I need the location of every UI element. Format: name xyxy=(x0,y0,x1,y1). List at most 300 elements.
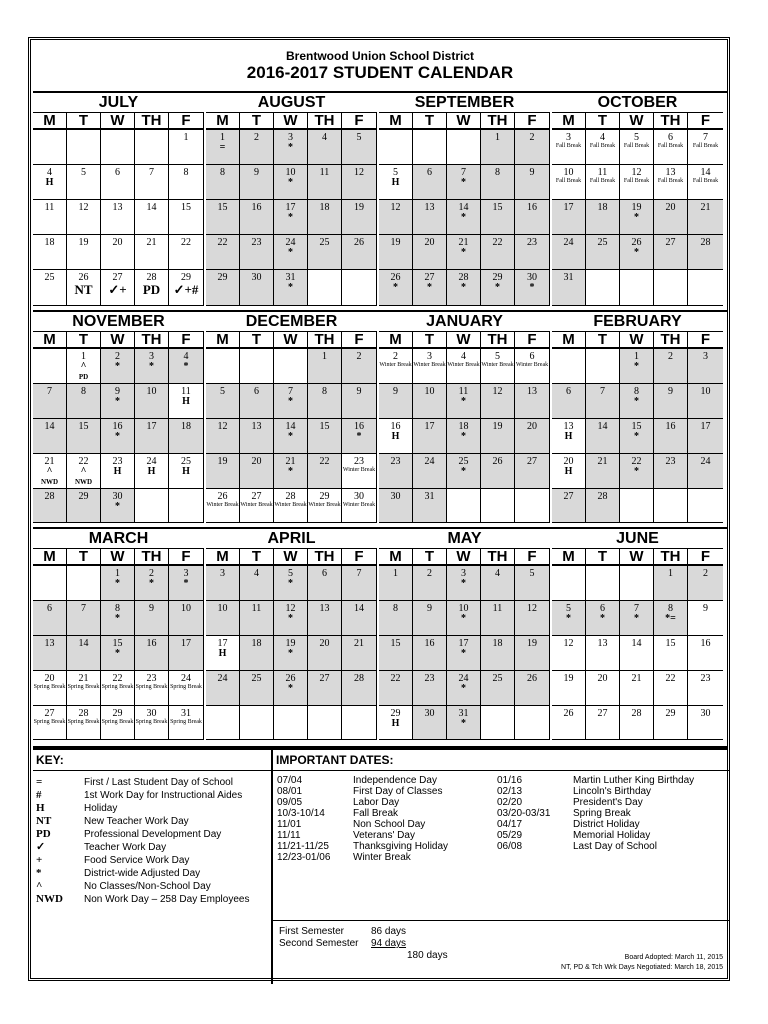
day-cell xyxy=(447,454,481,489)
day-number: 8 xyxy=(183,167,189,178)
day-number: 13 xyxy=(112,202,123,213)
day-header: W xyxy=(101,548,135,566)
day-number: 25 xyxy=(492,673,503,684)
key-symbol: * xyxy=(36,867,42,879)
day-cell xyxy=(169,165,204,200)
day-cell xyxy=(67,270,101,306)
day-cell xyxy=(586,200,620,235)
day-cell xyxy=(620,200,654,235)
day-number: 3 xyxy=(461,568,466,579)
day-marker: * xyxy=(634,247,639,258)
day-cell xyxy=(620,165,654,200)
day-cell xyxy=(586,671,620,706)
day-marker: H xyxy=(182,396,190,407)
day-number: 3 xyxy=(703,351,708,362)
key-text: No Classes/Non-School Day xyxy=(84,881,211,892)
day-number: 4 xyxy=(183,351,189,362)
day-cell xyxy=(481,235,515,270)
day-cell xyxy=(688,419,723,454)
day-cell xyxy=(379,349,413,384)
day-number: 1 xyxy=(220,132,225,143)
day-marker-note: PD xyxy=(78,373,89,381)
day-marker: * xyxy=(288,282,293,293)
day-cell xyxy=(240,489,274,523)
day-marker-note: NWD xyxy=(40,478,59,486)
day-number: 3 xyxy=(566,132,571,143)
day-cell xyxy=(342,200,377,235)
day-number: 26 xyxy=(390,272,401,283)
day-number: 24 xyxy=(217,673,228,684)
day-number: 20 xyxy=(44,673,55,684)
day-number: 22 xyxy=(492,237,503,248)
day-cell xyxy=(135,200,169,235)
day-note: Winter Break xyxy=(515,362,549,368)
day-cell xyxy=(308,270,342,306)
day-note: Spring Break xyxy=(67,719,100,725)
key-symbol: + xyxy=(36,854,43,866)
day-cell xyxy=(308,419,342,454)
day-cell xyxy=(308,200,342,235)
key-item xyxy=(36,776,233,789)
day-cell xyxy=(240,349,274,384)
day-cell xyxy=(308,489,342,523)
day-code: ✓+# xyxy=(173,282,199,297)
day-cell xyxy=(654,566,688,601)
day-number: 3 xyxy=(220,568,225,579)
day-marker: * xyxy=(461,396,466,407)
day-number: 16 xyxy=(251,202,262,213)
day-number: 12 xyxy=(354,167,364,178)
day-number: 10 xyxy=(217,603,228,614)
day-number: 11 xyxy=(597,167,608,178)
day-number: 22 xyxy=(319,456,330,467)
key-text: District-wide Adjusted Day xyxy=(84,868,201,879)
day-number: 27 xyxy=(424,272,435,283)
day-cell xyxy=(33,454,67,489)
day-cell xyxy=(413,454,447,489)
day-number: 6 xyxy=(668,132,673,143)
day-number: 29 xyxy=(665,708,676,719)
day-header: F xyxy=(688,548,723,566)
day-marker: H xyxy=(182,466,190,477)
day-cell xyxy=(206,489,240,523)
day-cell xyxy=(379,566,413,601)
day-note: Winter Break xyxy=(342,502,376,508)
day-marker: H xyxy=(113,466,122,477)
day-note: Winter Break xyxy=(342,467,376,473)
day-cell xyxy=(515,349,550,384)
day-cell xyxy=(413,270,447,306)
date-value: 11/11 xyxy=(277,830,301,841)
day-number: 4 xyxy=(254,568,259,579)
day-cell xyxy=(481,706,515,740)
day-marker: * xyxy=(183,578,189,589)
day-cell xyxy=(447,706,481,740)
day-number: 13 xyxy=(424,202,435,213)
day-number: 21 xyxy=(354,638,364,649)
day-cell xyxy=(342,706,377,740)
day-cell xyxy=(620,454,654,489)
day-marker: * xyxy=(288,683,293,694)
day-number: 7 xyxy=(356,568,362,579)
district-name: Brentwood Union School District xyxy=(286,49,474,63)
date-value: 10/3-10/14 xyxy=(277,808,325,819)
day-cell xyxy=(308,235,342,270)
day-cell xyxy=(206,454,240,489)
day-cell xyxy=(67,706,101,740)
day-header: M xyxy=(206,112,240,130)
day-number: 22 xyxy=(78,456,89,467)
day-marker: * xyxy=(634,212,639,223)
day-number: 29 xyxy=(112,708,123,719)
day-header: T xyxy=(67,548,101,566)
day-header: T xyxy=(586,331,620,349)
day-cell xyxy=(169,601,204,636)
day-cell xyxy=(33,671,67,706)
day-cell xyxy=(379,130,413,165)
day-note: Winter Break xyxy=(308,502,341,508)
day-number: 9 xyxy=(427,603,432,614)
day-cell xyxy=(688,706,723,740)
day-cell xyxy=(413,384,447,419)
day-number: 30 xyxy=(424,708,435,719)
day-number: 17 xyxy=(458,638,469,649)
day-header: F xyxy=(515,112,550,130)
day-cell xyxy=(481,636,515,671)
date-value: 08/01 xyxy=(277,786,303,797)
day-number: 9 xyxy=(529,167,535,178)
day-cell xyxy=(515,419,550,454)
day-header: T xyxy=(413,112,447,130)
month-name: MARCH xyxy=(88,530,149,547)
day-cell xyxy=(274,349,308,384)
day-number: 24 xyxy=(700,456,711,467)
day-marker: * xyxy=(461,683,466,694)
day-number: 2 xyxy=(254,132,259,143)
date-event: First Day of Classes xyxy=(353,786,443,797)
day-number: 14 xyxy=(631,638,642,649)
day-number: 15 xyxy=(390,638,401,649)
day-cell xyxy=(308,601,342,636)
day-number: 8 xyxy=(495,167,500,178)
day-number: 31 xyxy=(424,491,435,502)
day-marker: H xyxy=(391,431,400,442)
day-cell xyxy=(169,636,204,671)
band-divider xyxy=(33,527,727,529)
day-cell xyxy=(274,130,308,165)
day-number: 11 xyxy=(458,386,469,397)
day-marker: * xyxy=(461,177,466,188)
day-number: 3 xyxy=(183,568,189,579)
day-number: 1 xyxy=(183,132,189,143)
day-number: 16 xyxy=(146,638,157,649)
day-header: M xyxy=(379,548,413,566)
day-cell xyxy=(206,671,240,706)
day-cell xyxy=(481,384,515,419)
day-number: 14 xyxy=(146,202,157,213)
day-marker: * xyxy=(495,282,500,293)
day-cell xyxy=(169,130,204,165)
day-number: 19 xyxy=(492,421,503,432)
calendar-inner xyxy=(33,42,725,976)
month-name: MAY xyxy=(447,530,482,547)
day-cell xyxy=(413,130,447,165)
divider xyxy=(33,770,271,771)
day-cell xyxy=(447,200,481,235)
key-text: Food Service Work Day xyxy=(84,855,190,866)
day-cell xyxy=(274,235,308,270)
day-cell xyxy=(481,671,515,706)
day-marker: H xyxy=(45,177,54,188)
date-event: Winter Break xyxy=(353,852,411,863)
key-symbol: NWD xyxy=(36,893,63,905)
day-number: 20 xyxy=(424,237,435,248)
day-number: 10 xyxy=(424,386,435,397)
day-cell xyxy=(379,270,413,306)
day-number: 8 xyxy=(81,386,86,397)
day-cell xyxy=(169,419,204,454)
day-number: 29 xyxy=(78,491,89,502)
day-number: 29 xyxy=(217,272,228,283)
day-number: 13 xyxy=(319,603,330,614)
day-header: W xyxy=(447,548,481,566)
key-section xyxy=(33,750,273,984)
date-value: 01/16 xyxy=(497,775,523,786)
day-header: M xyxy=(552,548,586,566)
day-cell xyxy=(135,349,169,384)
day-marker: * xyxy=(288,578,293,589)
day-number: 23 xyxy=(424,673,435,684)
day-cell xyxy=(101,165,135,200)
day-cell xyxy=(620,235,654,270)
day-cell xyxy=(274,200,308,235)
day-number: 15 xyxy=(631,421,642,432)
day-number: 4 xyxy=(322,132,327,143)
day-number: 9 xyxy=(356,386,362,397)
day-number: 28 xyxy=(285,491,296,502)
date-event: Martin Luther King Birthday xyxy=(573,775,695,786)
day-cell xyxy=(515,566,550,601)
day-header: M xyxy=(552,112,586,130)
day-number: 18 xyxy=(181,421,191,432)
day-cell xyxy=(274,270,308,306)
key-text: First / Last Student Day of School xyxy=(84,777,233,788)
day-number: 11 xyxy=(492,603,503,614)
day-cell xyxy=(342,489,377,523)
day-number: 15 xyxy=(319,421,330,432)
day-cell xyxy=(33,235,67,270)
day-number: 11 xyxy=(319,167,330,178)
day-cell xyxy=(169,566,204,601)
day-marker: ^ xyxy=(46,466,53,477)
day-header: T xyxy=(413,548,447,566)
day-cell xyxy=(33,270,67,306)
day-cell xyxy=(586,601,620,636)
day-number: 30 xyxy=(112,491,123,502)
day-number: 7 xyxy=(81,603,86,614)
day-number: 2 xyxy=(427,568,432,579)
day-header: W xyxy=(447,112,481,130)
day-number: 6 xyxy=(322,568,327,579)
day-number: 10 xyxy=(285,167,296,178)
day-cell xyxy=(169,384,204,419)
day-cell xyxy=(620,384,654,419)
day-header: W xyxy=(274,548,308,566)
day-cell xyxy=(308,636,342,671)
day-cell xyxy=(240,566,274,601)
day-cell xyxy=(654,384,688,419)
day-note: Spring Break xyxy=(170,684,202,690)
date-event: Spring Break xyxy=(573,808,631,819)
day-number: 27 xyxy=(527,456,537,467)
day-number: 6 xyxy=(47,603,52,614)
day-cell xyxy=(33,566,67,601)
day-cell xyxy=(654,671,688,706)
date-event: Last Day of School xyxy=(573,841,657,852)
day-cell xyxy=(101,419,135,454)
day-cell xyxy=(308,130,342,165)
day-header: M xyxy=(206,331,240,349)
day-cell xyxy=(274,636,308,671)
day-cell xyxy=(654,130,688,165)
day-cell xyxy=(101,636,135,671)
day-cell xyxy=(308,165,342,200)
day-cell xyxy=(342,671,377,706)
day-cell xyxy=(342,235,377,270)
day-number: 7 xyxy=(634,603,639,614)
day-cell xyxy=(101,235,135,270)
date-event: Veterans' Day xyxy=(353,830,415,841)
day-cell xyxy=(654,706,688,740)
day-cell xyxy=(688,270,723,306)
day-number: 5 xyxy=(393,167,398,178)
day-number: 2 xyxy=(356,351,362,362)
day-cell xyxy=(67,566,101,601)
day-number: 14 xyxy=(44,421,55,432)
day-header: F xyxy=(342,548,377,566)
board-negotiated: NT, PD & Tch Wrk Days Negotiated: March 18, 2015 xyxy=(561,964,723,971)
day-cell xyxy=(447,349,481,384)
day-cell xyxy=(342,130,377,165)
day-cell xyxy=(586,270,620,306)
day-cell xyxy=(481,165,515,200)
day-number: 23 xyxy=(251,237,262,248)
day-cell xyxy=(654,165,688,200)
day-header: TH xyxy=(308,548,342,566)
day-cell xyxy=(342,349,377,384)
day-marker: * xyxy=(356,431,362,442)
day-cell xyxy=(274,489,308,523)
day-cell xyxy=(135,165,169,200)
day-header: W xyxy=(101,112,135,130)
day-header: TH xyxy=(308,112,342,130)
day-marker: * xyxy=(183,361,189,372)
day-cell xyxy=(342,566,377,601)
day-cell xyxy=(552,489,586,523)
key-item xyxy=(36,854,189,867)
day-cell xyxy=(654,454,688,489)
day-number: 21 xyxy=(78,673,89,684)
day-number: 31 xyxy=(181,708,191,719)
day-number: 5 xyxy=(220,386,225,397)
day-cell xyxy=(688,566,723,601)
day-header: F xyxy=(515,331,550,349)
date-value: 04/17 xyxy=(497,819,523,830)
day-cell xyxy=(342,419,377,454)
day-number: 1 xyxy=(634,351,639,362)
day-cell xyxy=(515,270,550,306)
day-number: 14 xyxy=(458,202,469,213)
key-text: Professional Development Day xyxy=(84,829,222,840)
day-cell xyxy=(620,671,654,706)
day-number: 30 xyxy=(251,272,262,283)
day-cell xyxy=(67,671,101,706)
day-note: Fall Break xyxy=(555,143,582,149)
day-cell xyxy=(688,636,723,671)
day-note: Spring Break xyxy=(135,719,168,725)
day-number: 21 xyxy=(631,673,642,684)
day-marker: * xyxy=(634,431,639,442)
month-name: DECEMBER xyxy=(245,313,338,330)
day-marker: H xyxy=(218,648,227,659)
day-cell xyxy=(413,601,447,636)
day-cell xyxy=(552,165,586,200)
day-number: 19 xyxy=(78,237,89,248)
day-header: F xyxy=(515,548,550,566)
day-number: 17 xyxy=(700,421,711,432)
day-marker: H xyxy=(391,718,400,729)
day-cell xyxy=(552,349,586,384)
day-cell xyxy=(552,419,586,454)
day-cell xyxy=(620,636,654,671)
day-cell xyxy=(515,706,550,740)
day-cell xyxy=(33,349,67,384)
day-note: Winter Break xyxy=(274,502,307,508)
month-name: SEPTEMBER xyxy=(414,94,515,111)
day-cell xyxy=(101,601,135,636)
day-cell xyxy=(240,130,274,165)
day-note: Winter Break xyxy=(379,362,412,368)
day-cell xyxy=(515,671,550,706)
day-code: NT xyxy=(74,282,93,297)
day-number: 12 xyxy=(563,638,574,649)
day-header: M xyxy=(552,331,586,349)
day-number: 5 xyxy=(495,351,500,362)
date-value: 05/29 xyxy=(497,830,523,841)
day-marker: * xyxy=(115,501,120,512)
day-cell xyxy=(169,200,204,235)
day-cell xyxy=(688,235,723,270)
key-item xyxy=(36,867,200,880)
day-cell xyxy=(240,270,274,306)
day-number: 13 xyxy=(527,386,537,397)
day-number: 10 xyxy=(146,386,157,397)
day-cell xyxy=(552,706,586,740)
day-number: 27 xyxy=(665,237,676,248)
day-header: T xyxy=(67,112,101,130)
key-text: Holiday xyxy=(84,803,118,814)
day-cell xyxy=(33,601,67,636)
day-header: T xyxy=(586,548,620,566)
day-marker: * xyxy=(115,396,120,407)
day-cell xyxy=(515,454,550,489)
day-header: F xyxy=(169,331,204,349)
day-number: 24 xyxy=(181,673,191,684)
day-cell xyxy=(101,566,135,601)
day-marker: * xyxy=(288,431,293,442)
key-item xyxy=(36,893,249,906)
day-number: 1 xyxy=(393,568,398,579)
